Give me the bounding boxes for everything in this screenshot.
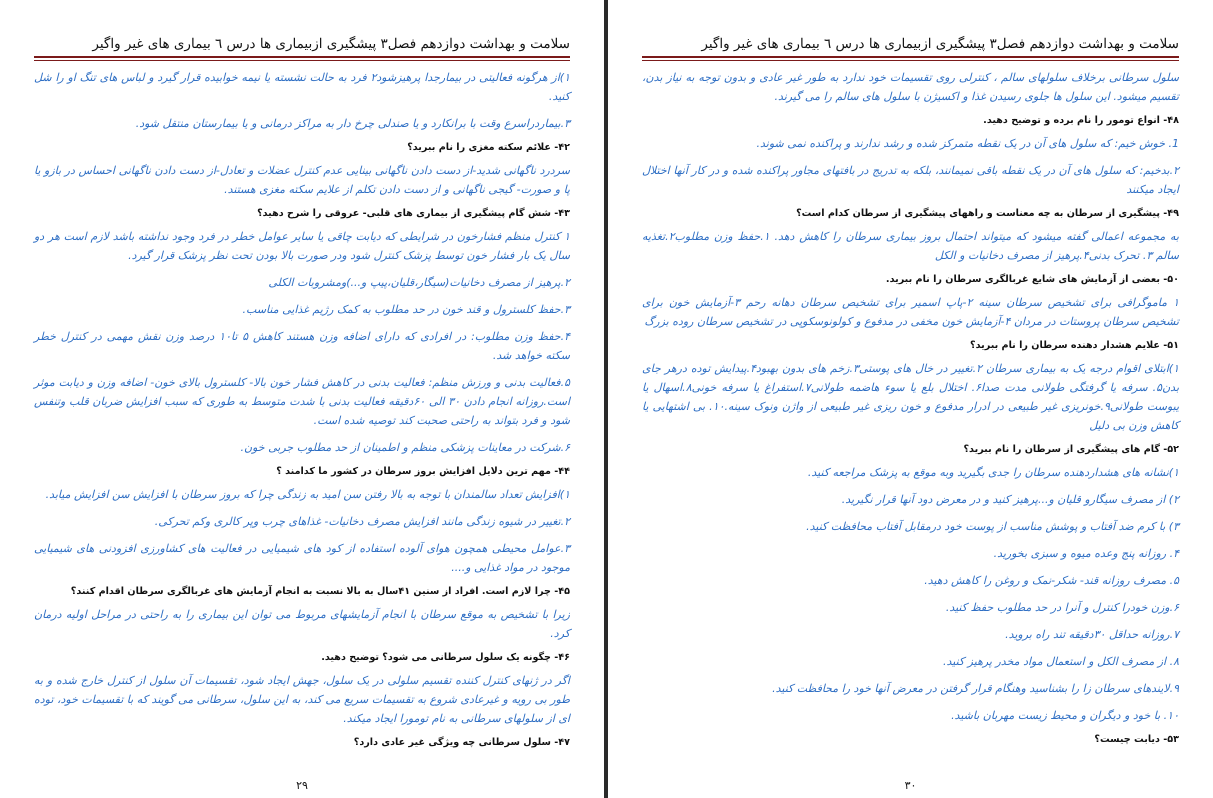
page-content: [642, 68, 1179, 753]
header-rule-thin: [642, 60, 1179, 61]
question-heading: ۴۵- چرا لازم است. افراد از سنین ۴۱سال به بالا نسبت به انجام آزمایش های غربالگری سرطان اقدام کنند؟: [70, 586, 570, 597]
header-rule-thin: [34, 60, 570, 61]
question-heading: ۵۳- دیابت چیست؟: [1094, 734, 1179, 745]
answer-paragraph: ۲.بدخیم: که سلول های آن در یک نقطه باقی نمیمانند، بلکه به تدریج در بافتهای مجاور پراکنده شده و در کار آنها اختلال ایجاد میکنند: [642, 164, 1179, 196]
question-heading: ۴۷- سلول سرطانی چه ویژگی غیر عادی دارد؟: [353, 737, 570, 748]
header-rule: [34, 56, 570, 58]
answer-paragraph: ۵. مصرف روزانه قند- شکر-نمک و روغن را کاهش دهید.: [924, 574, 1179, 587]
question-heading: ۵۲- گام های پیشگیری از سرطان را نام ببرید؟: [963, 444, 1179, 455]
answer-paragraph: به مجموعه اعمالی گفته میشود که میتواند احتمال بروز بیماری سرطان را کاهش دهد. ۱.حفظ وزن مطلوب۲.تغذیه سالم ۳. تحرک بدنی۴.پرهیز از مصرف دخانیات و الکل: [642, 230, 1179, 262]
answer-paragraph: ۵.فعالیت بدنی و ورزش منظم: فعالیت بدنی در کاهش فشار خون بالا- کلسترول بالای خون- اضافه وزن و دیابت موثر است.روزانه انجام دادن ۳۰ الی ۶۰دقیقه فعالیت بدنی با شدت متوسط به طوری که سبب افزایش ضربان قلب وتنفس شود و فرد بتواند به راحتی صحبت کند توصیه شده است.: [34, 376, 571, 427]
answer-paragraph: ۱)نشانه های هشداردهنده سرطان را جدی بگیرید وبه موقع به پزشک مراجعه کنید.: [807, 466, 1179, 479]
left-page: [0, 0, 604, 798]
question-heading: ۴۶- چگونه یک سلول سرطانی می شود؟ توضیح دهید.: [321, 652, 570, 663]
answer-paragraph: ۲.پرهیز از مصرف دخانیات(سیگار،قلیان،پیپ و...)ومشروبات الکلی: [268, 276, 570, 289]
question-heading: ۴۹- پیشگیری از سرطان به چه معناست و راههای پیشگیری از سرطان کدام است؟: [796, 208, 1179, 219]
question-heading: ۴۳- شش گام پیشگیری از بیماری های قلبی- عروقی را شرح دهید؟: [257, 208, 570, 219]
answer-paragraph: ۷.روزانه حداقل ۳۰دقیقه تند راه بروید.: [1005, 628, 1179, 641]
right-page: [608, 0, 1213, 798]
question-heading: ۴۸- انواع تومور را نام برده و توضیح دهید.: [983, 115, 1179, 126]
answer-paragraph: ۸. از مصرف الکل و استعمال مواد مخدر پرهیز کنید.: [943, 655, 1179, 668]
answer-paragraph: اگر در ژنهای کنترل کننده تقسیم سلولی در یک سلول، جهش ایجاد شود، تقسیمات آن سلول از کنترل خارج شده و به طور بی رویه و غیرعادی شروع به تقسیمات سریع می کند، به این سلول، سرطانی می گویند که با تقسیمات خود، توده ای از سلولهای سرطانی به نام تومورا ایجاد میکند.: [34, 674, 570, 725]
answer-paragraph: ۱ کنترل منظم فشارخون در شرایطی که دیابت چاقی یا سایر عوامل خطر در فرد وجود نداشته باشد لازم است هر دو سال یک بار فشار خون توسط پزشک کنترل شود ودر صورت بالا بودن تحت نظر پزشک قرار گیرد.: [34, 230, 570, 262]
answer-paragraph: ۳.عوامل محیطی همچون هوای آلوده استفاده از کود های شیمیایی در فعالیت های کشاورزی افزودنی های شیمیایی موجود در مواد غذایی و....: [34, 542, 570, 574]
question-heading: ۴۴- مهم ترین دلایل افزایش بروز سرطان در کشور ما کدامند ؟: [276, 466, 570, 477]
answer-paragraph: ۴.حفظ وزن مطلوب: در افرادی که دارای اضافه وزن هستند کاهش ۵ تا۱۰ درصد وزن نقش مهمی در کنترل خطر سکته خواهد شد.: [34, 330, 570, 362]
answer-paragraph: ۳.حفظ کلسترول و قند خون در حد مطلوب به کمک رژیم غذایی مناسب.: [242, 303, 570, 316]
answer-paragraph: ۳) با کرم ضد آفتاب و پوشش مناسب از پوست خود درمقابل آفتاب محافظت کنید.: [806, 520, 1179, 533]
answer-paragraph: ۲) از مصرف سیگارو قلیان و...پرهیز کنید و در معرض دود آنها قرار نگیرید.: [841, 493, 1179, 506]
answer-paragraph: ۱)ابتلای اقوام درجه یک به بیماری سرطان ۲.تغییر در خال های پوستی۳.زخم های بدون بهبود۴.پیدایش توده درهر جای بدن۵. سرفه یا گرفتگی طولانی مدت صدا۶. اختلال بلع یا سوء هاضمه طولانی۷.استفراغ یا سرفه خونی۸.اسهال یا یبوست طولانی۹.خونریزی غیر طبیعی در ادرار مدفوع و خون ریزی غیر طبیعی از واژن ونوک سینه.۱۰. بی اشتهایی یا کاهش وزن بی دلیل: [642, 362, 1180, 432]
header-rule: [642, 56, 1179, 58]
answer-paragraph: ۱۰. با خود و دیگران و محیط زیست مهربان باشید.: [951, 709, 1179, 722]
answer-paragraph: سلول سرطانی برخلاف سلولهای سالم ، کنترلی روی تقسیمات خود ندارد به طور غیر عادی و بدون توجه به نیاز بدن، تقسیم میشود. این سلول ها جلوی رسیدن غذا و اکسیژن با سلول های سالم را می گیرند.: [642, 71, 1179, 103]
question-heading: ۴۲- علائم سکته مغزی را نام ببرید؟: [407, 142, 570, 153]
answer-paragraph: ۶.وزن خودرا کنترل و آنرا در حد مطلوب حفظ کنید.: [945, 601, 1179, 614]
page-content: [34, 68, 570, 756]
page-number: ۲۹: [296, 779, 308, 792]
answer-paragraph: ۹.لایندهای سرطان زا را بشناسید وهنگام قرار گرفتن در معرض آنها خود را محافظت کنید.: [772, 682, 1179, 695]
question-heading: ۵۰- بعضی از آزمایش های شایع غربالگری سرطان را نام ببرید.: [885, 274, 1179, 285]
answer-paragraph: ۲.تغییر در شیوه زندگی مانند افزایش مصرف دخانیات- غذاهای چرب وپر کالری وکم تحرکی.: [154, 515, 570, 528]
answer-paragraph: سردرد ناگهانی شدید-از دست دادن ناگهانی بینایی عدم کنترل عضلات و تعادل-از دست دادن ناگهانی احساس در بازو یا پا و صورت- گیجی ناگهانی و از دست دادن تکلم از علایم سکته مغزی هستند.: [34, 164, 570, 196]
question-heading: ۵۱- علایم هشدار دهنده سرطان را نام ببرید؟: [970, 340, 1179, 351]
answer-paragraph: ۳.بیماردراسرع وقت با برانکارد و یا صندلی چرخ دار به مراکز درمانی و یا بیمارستان منتقل شود.: [135, 117, 570, 130]
answer-paragraph: 1. خوش خیم: که سلول های آن در یک نقطه متمرکز شده و رشد ندارند و پراکنده نمی شوند.: [756, 137, 1179, 150]
answer-paragraph: ۴. روزانه پنج وعده میوه و سبزی بخورید.: [993, 547, 1179, 560]
page-header: سلامت و بهداشت دوازدهم فصل۳ پیشگیری ازبیماری ها درس ٦ بیماری های غیر واگیر: [701, 36, 1179, 52]
answer-paragraph: ۱)از هرگونه فعالیتی در بیمارجدا پرهیزشود۲ فرد به حالت نشسته یا نیمه خوابیده قرار گیرد و لباس های تنگ او را شل کنید.: [34, 71, 570, 103]
answer-paragraph: ۶.شرکت در معاینات پزشکی منظم و اطمینان از حد مطلوب جربی خون.: [240, 441, 570, 454]
page-header: سلامت و بهداشت دوازدهم فصل۳ پیشگیری ازبیماری ها درس ٦ بیماری های غیر واگیر: [92, 36, 570, 52]
answer-paragraph: ۱)افزایش تعداد سالمندان با توجه به بالا رفتن سن امید به زندگی چرا که بروز سرطان با افزایش سن افزایش میابد.: [45, 488, 570, 501]
answer-paragraph: ۱ ماموگرافی برای تشخیص سرطان سینه ۲-پاپ اسمیر برای تشخیص سرطان دهانه رحم ۳-آزمایش خون برای تشخیص سرطان پروستات در مردان ۴-آزمایش خون مخفی در مدفوع و کولونوسکوپی در تشخیص سرطان روده بزرگ: [642, 296, 1179, 328]
answer-paragraph: زیرا با تشخیص به موقع سرطان با انجام آزمایشهای مربوط می توان این بیماری را به راحتی در مراحل اولیه درمان کرد.: [34, 608, 570, 640]
page-number: ۳۰: [904, 779, 917, 792]
